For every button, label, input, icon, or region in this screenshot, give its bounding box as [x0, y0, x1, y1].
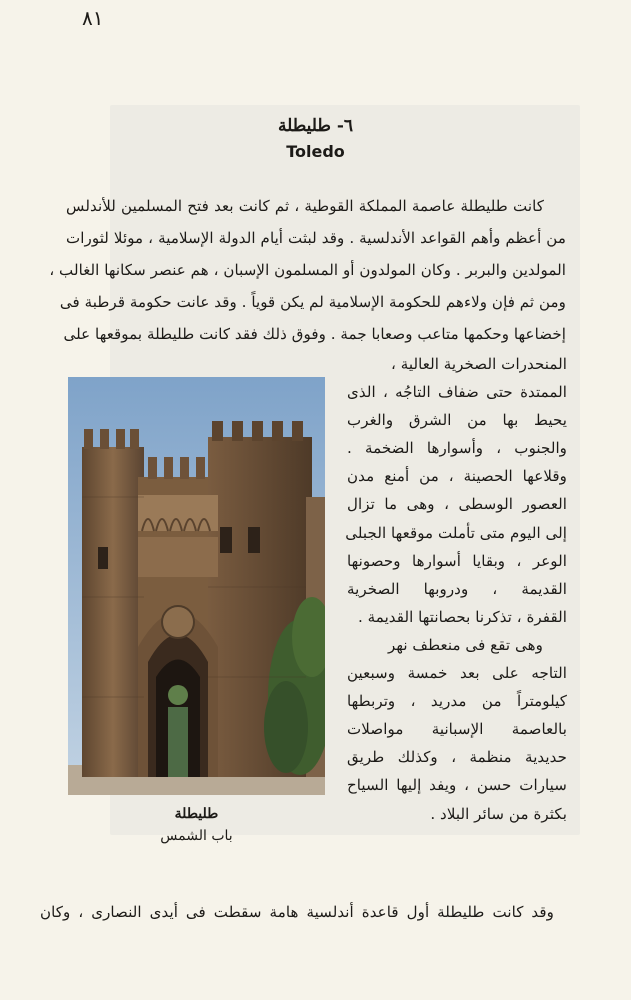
text-line: إخضاعها وحكمها متاعب وصعابا جمة . وفوق ذلك فقد كانت طليطلة بموقعها على — [63, 325, 566, 344]
caption-title: طليطلة — [174, 806, 219, 822]
text-line: من أعظم وأهم القواعد الأندلسية . وقد لبثت أيام الدولة الإسلامية ، موئلا لثورات — [66, 229, 566, 248]
figure-caption — [68, 806, 325, 844]
text-line: الوعر ، وبقايا أسوارها وحصونها — [347, 551, 567, 570]
text-line: القفرة ، تذكرنا بحصانتها القديمة . — [358, 607, 567, 626]
text-line: التاجه على بعد خمسة وسبعين — [347, 664, 567, 683]
text-line: إلى اليوم متى تأملت موقعها الجبلى — [345, 523, 567, 542]
text-line: وقد كانت طليطلة أول قاعدة أندلسية هامة سقطت فى أيدى النصارى ، وكان — [40, 903, 554, 921]
text-line: كانت طليطلة عاصمة المملكة القوطية ، ثم كانت بعد فتح المسلمين للأندلس — [66, 197, 544, 215]
text-line: المولدين والبربر . وكان المولدون أو المسلمون الإسبان ، هم عنصر سكانها الغالب ، — [49, 261, 566, 280]
text-line: الممتدة حتى ضفاف التاجُه ، الذى — [347, 383, 567, 402]
section-heading — [0, 116, 631, 161]
section-title-english: Toledo — [286, 142, 345, 161]
text-line: العصور الوسطى ، وهى ما تزال — [347, 495, 567, 514]
text-line: والجنوب ، وأسوارها الضخمة . — [347, 439, 567, 458]
intro-paragraph — [49, 190, 566, 350]
column-text — [347, 350, 567, 828]
text-line: وقلاعها الحصينة ، من أمنع مدن — [347, 467, 567, 486]
text-line: يحيط بها من الشرق والغرب — [347, 411, 567, 430]
page-number: ٨١ — [82, 6, 104, 30]
caption-subtitle: باب الشمس — [160, 828, 233, 844]
text-line: المنحدرات الصخرية العالية ، — [391, 355, 567, 373]
text-line: بالعاصمة الإسبانية مواصلات — [347, 720, 567, 739]
section-title-arabic: ٦- طليطلة — [277, 116, 354, 136]
closing-paragraph — [40, 896, 566, 928]
toledo-gate-photo — [68, 377, 325, 795]
text-line: وهى تقع فى منعطف نهر — [387, 635, 543, 654]
text-line: سيارات حسن ، ويفد إليها السياح — [347, 776, 567, 795]
text-line: ومن ثم فإن ولاءهم للحكومة الإسلامية لم يكن قوياً . وقد عانت حكومة قرطبة فى — [59, 293, 566, 312]
text-line: القديمة ، ودروبها الصخرية — [347, 579, 567, 598]
text-line: بكثرة من سائر البلاد . — [430, 804, 567, 823]
text-line: كيلومتراً من مدريد ، وتربطها — [347, 692, 567, 711]
text-line: حديدية منظمة ، وكذلك طريق — [347, 748, 567, 767]
